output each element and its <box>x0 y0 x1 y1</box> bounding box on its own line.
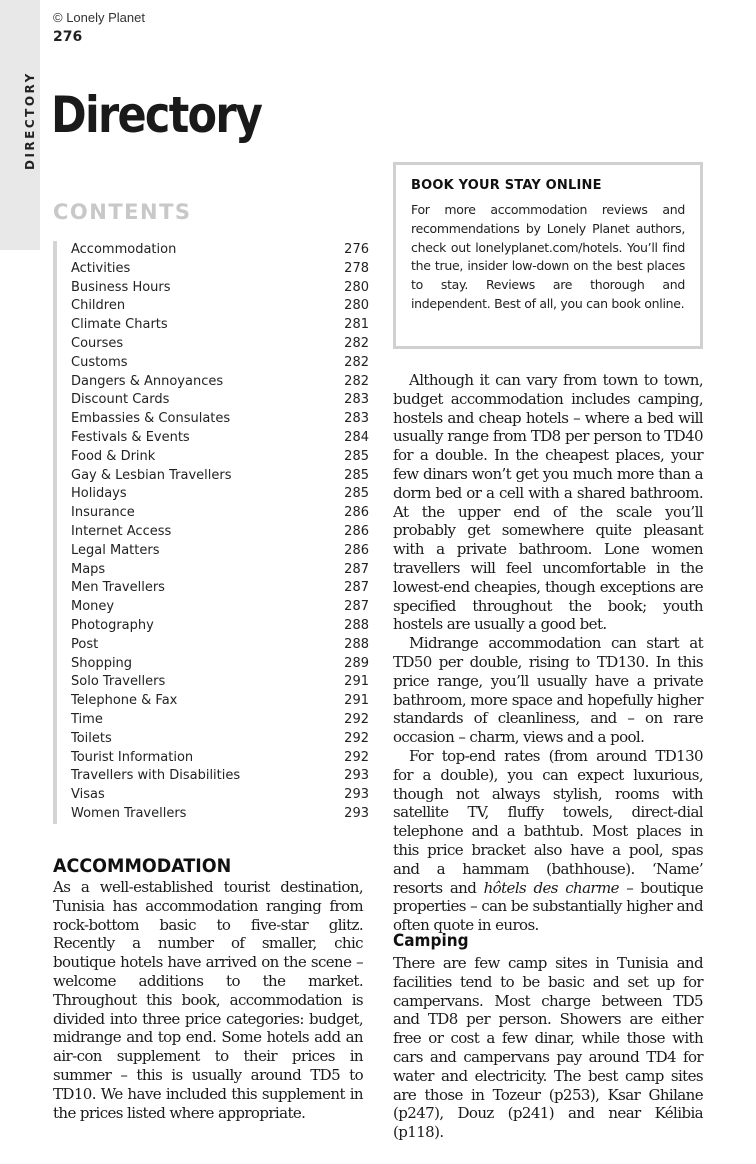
side-tab-label: DIRECTORY <box>23 71 37 170</box>
toc-item[interactable]: Festivals & Events 284 <box>71 429 369 445</box>
toc-item[interactable]: Toilets 292 <box>71 730 369 746</box>
toc-item[interactable]: Food & Drink 285 <box>71 448 369 464</box>
callout-text: For more accommodation reviews and recommendations by Lonely Planet authors, check out lonelyplanet.com/hotels. You’ll find the true, insider low-down on the best places to stay. Reviews are thorough and independent. Best of all, you can book online. <box>411 202 685 311</box>
toc-item[interactable]: Activities 278 <box>71 260 369 276</box>
toc-item[interactable]: Telephone & Fax 291 <box>71 693 369 709</box>
accommodation-heading: ACCOMMODATION <box>53 855 232 877</box>
accommodation-body <box>393 371 703 935</box>
contents-heading: CONTENTS <box>53 200 192 224</box>
toc-item[interactable]: Time 292 <box>71 711 369 727</box>
contents-list <box>53 241 369 824</box>
midrange-paragraph: Midrange accommodation can start at TD50 per double, rising to TD130. In this price range, you’ll usually have a private bathroom, more space and hopefully higher standards of cleanliness, and – on rare occasion – charm, views and a pool. <box>393 634 703 747</box>
toc-item[interactable]: Embassies & Consulates 283 <box>71 411 369 427</box>
toc-item[interactable]: Discount Cards 283 <box>71 392 369 408</box>
toc-item[interactable]: Money 287 <box>71 599 369 615</box>
toc-item[interactable]: Photography 288 <box>71 617 369 633</box>
budget-paragraph: Although it can vary from town to town, budget accommodation includes camping, hostels and cheap hotels – where a bed will usually range from TD8 per person to TD40 for a double. In the cheapest places, your few dinars won’t get you much more than a dorm bed or a cell with a shared bathroom. At the upper end of the scale you’ll probably get somewhere quite pleasant with a private bathroom. Lone women travellers will feel uncomfortable in the lowest-end cheapies, though exceptions are specified throughout the book; youth hostels are usually a good bet. <box>393 371 703 634</box>
side-tab <box>0 0 40 250</box>
toc-item[interactable]: Customs 282 <box>71 354 369 370</box>
camping-heading: Camping <box>393 931 469 951</box>
accommodation-intro: As a well-established tourist destination, Tunisia has accommodation ranging from rock-bottom basic to five-star glitz. Recently a number of smaller, chic boutique hotels have arrived on the scene – welcome additions to the market. Throughout this book, accommodation is divided into three price categories: budget, midrange and top end. Some hotels add an air-con supplement to their prices in summer – this is usually around TD5 to TD10. We have included this supplement in the prices listed where appropriate. <box>53 878 363 1122</box>
toc-item[interactable]: Insurance 286 <box>71 505 369 521</box>
callout-title: BOOK YOUR STAY ONLINE <box>411 178 602 193</box>
toc-item[interactable]: Legal Matters 286 <box>71 542 369 558</box>
toc-item[interactable]: Post 288 <box>71 636 369 652</box>
book-online-callout <box>393 162 703 349</box>
copyright-text: © Lonely Planet <box>53 10 145 25</box>
toc-item[interactable]: Maps 287 <box>71 561 369 577</box>
toc-item[interactable]: Holidays 285 <box>71 486 369 502</box>
toc-item[interactable]: Shopping 289 <box>71 655 369 671</box>
toc-item[interactable]: Climate Charts 281 <box>71 317 369 333</box>
camping-paragraph: There are few camp sites in Tunisia and facilities tend to be basic and set up for campervans. Most charge between TD5 and TD8 per person. Showers are either free or cost a few dinar, while those with cars and campervans pay around TD4 for water and electricity. The best camp sites are those in Tozeur (p253), Ksar Ghilane (p247), Douz (p241) and near Kélibia (p118). <box>393 954 703 1142</box>
toc-item[interactable]: Business Hours 280 <box>71 279 369 295</box>
toc-item[interactable]: Solo Travellers 291 <box>71 674 369 690</box>
toc-item[interactable]: Dangers & Annoyances 282 <box>71 373 369 389</box>
toc-item[interactable]: Travellers with Disabilities 293 <box>71 768 369 784</box>
topend-paragraph: For top-end rates (from around TD130 for a double), you can expect luxurious, though not always stylish, rooms with satellite TV, fluffy towels, direct-dial telephone and a bathtub. Most places in this price bracket also have a pool, spas and a hammam (bathhouse). ‘Name’ resorts and hôtels des charme – boutique properties – can be substantially higher and often quote in euros. <box>393 746 703 935</box>
toc-item[interactable]: Men Travellers 287 <box>71 580 369 596</box>
toc-item[interactable]: Visas 293 <box>71 787 369 803</box>
toc-item[interactable]: Gay & Lesbian Travellers 285 <box>71 467 369 483</box>
toc-item[interactable]: Courses 282 <box>71 335 369 351</box>
toc-item[interactable]: Tourist Information 292 <box>71 749 369 765</box>
toc-item[interactable]: Children 280 <box>71 298 369 314</box>
toc-item[interactable]: Internet Access 286 <box>71 523 369 539</box>
toc-item[interactable]: Women Travellers 293 <box>71 805 369 821</box>
page-number: 276 <box>53 29 83 45</box>
page-title: Directory <box>51 86 262 144</box>
toc-item[interactable]: Accommodation 276 <box>71 242 369 257</box>
